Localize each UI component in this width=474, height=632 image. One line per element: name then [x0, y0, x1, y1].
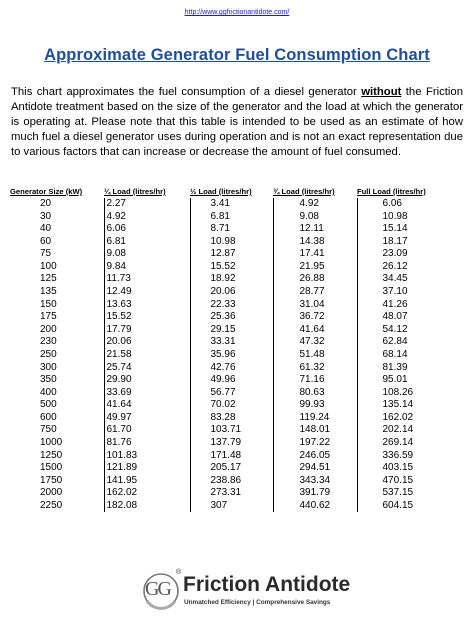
table-row: [10, 236, 447, 249]
cell-generator-size: 135: [40, 286, 57, 298]
cell-half-load: 307: [190, 500, 273, 513]
cell-generator-size: 175: [40, 311, 57, 323]
cell-quarter-load: 141.95: [104, 475, 190, 488]
cell-three-quarter-load: 119.24: [273, 412, 357, 425]
website-link[interactable]: http://www.ggfrictionantidote.com/: [184, 9, 290, 16]
cell-generator-size: 200: [40, 323, 57, 335]
cell-quarter-load: 6.81: [104, 236, 190, 249]
cell-quarter-load: 101.83: [104, 450, 190, 463]
cell-full-load: 269.14: [357, 437, 447, 450]
table-row: [10, 311, 447, 324]
cell-half-load: 18.92: [190, 273, 273, 286]
cell-quarter-load: 13.63: [104, 299, 190, 312]
cell-generator-size: 1750: [40, 474, 63, 486]
cell-full-load: 37.10: [357, 286, 447, 299]
table-row: [10, 387, 447, 400]
table-row: [10, 261, 447, 274]
cell-quarter-load: 2.27: [104, 198, 190, 211]
cell-half-load: 8.71: [190, 223, 273, 236]
cell-quarter-load: 9.08: [104, 248, 190, 261]
cell-generator-size: 400: [40, 386, 57, 398]
table-row: [10, 487, 447, 500]
cell-three-quarter-load: 4.92: [273, 198, 357, 211]
cell-half-load: 56.77: [190, 387, 273, 400]
cell-quarter-load: 20.06: [104, 336, 190, 349]
cell-generator-size: 750: [40, 424, 57, 436]
logo-brand-name: Friction Antidote: [183, 573, 351, 596]
cell-half-load: 49.96: [190, 374, 273, 387]
table-row: [10, 437, 447, 450]
cell-three-quarter-load: 71.16: [273, 374, 357, 387]
intro-emphasis: without: [361, 86, 402, 98]
cell-half-load: 12.87: [190, 248, 273, 261]
table-row: [10, 223, 447, 236]
header-full-load: Full Load (litres/hr): [357, 187, 426, 196]
cell-half-load: 137.79: [190, 437, 273, 450]
cell-quarter-load: 15.52: [104, 311, 190, 324]
cell-half-load: 3.41: [190, 198, 273, 211]
cell-full-load: 48.07: [357, 311, 447, 324]
cell-generator-size: 75: [40, 248, 52, 260]
cell-quarter-load: 81.76: [104, 437, 190, 450]
cell-three-quarter-load: 197.22: [273, 437, 357, 450]
intro-text-end: the Friction Antidote treatment based on the size of the generator and the load at which the generator is operating at. Please note that this table is intended to be used as an estimate of how much fuel a diesel generator uses during operation and is not an exact representation due to various factors that can increase or decrease the amount of fuel consumed.: [11, 86, 463, 158]
cell-full-load: 81.39: [357, 362, 447, 375]
cell-generator-size: 500: [40, 399, 57, 411]
cell-full-load: 18.17: [357, 236, 447, 249]
table-row: [10, 299, 447, 312]
cell-three-quarter-load: 440.62: [273, 500, 357, 513]
cell-full-load: 336.59: [357, 450, 447, 463]
cell-full-load: 41.26: [357, 299, 447, 312]
cell-three-quarter-load: 391.79: [273, 487, 357, 500]
cell-three-quarter-load: 294.51: [273, 462, 357, 475]
cell-three-quarter-load: 61.32: [273, 362, 357, 375]
cell-full-load: 95.01: [357, 374, 447, 387]
table-row: [10, 248, 447, 261]
cell-generator-size: 2250: [40, 499, 63, 511]
cell-three-quarter-load: 21.95: [273, 261, 357, 274]
cell-quarter-load: 61.70: [104, 424, 190, 437]
table-body: [10, 198, 447, 512]
cell-three-quarter-load: 12.11: [273, 223, 357, 236]
table-row: [10, 475, 447, 488]
cell-full-load: 537.15: [357, 487, 447, 500]
cell-quarter-load: 25.74: [104, 362, 190, 375]
cell-half-load: 10.98: [190, 236, 273, 249]
cell-three-quarter-load: 51.48: [273, 349, 357, 362]
intro-text-start: This chart approximates the fuel consumption of a diesel generator: [11, 86, 362, 98]
cell-quarter-load: 41.64: [104, 399, 190, 412]
table-row: [10, 374, 447, 387]
cell-full-load: 26.12: [357, 261, 447, 274]
table-row: [10, 399, 447, 412]
cell-generator-size: 30: [40, 210, 52, 222]
cell-generator-size: 250: [40, 348, 57, 360]
table-row: [10, 362, 447, 375]
cell-three-quarter-load: 26.88: [273, 273, 357, 286]
table-row: [10, 211, 447, 224]
cell-half-load: 70.02: [190, 399, 273, 412]
cell-generator-size: 125: [40, 273, 57, 285]
cell-full-load: 162.02: [357, 412, 447, 425]
table-row: [10, 462, 447, 475]
cell-quarter-load: 21.58: [104, 349, 190, 362]
cell-three-quarter-load: 148.01: [273, 424, 357, 437]
cell-half-load: 273.31: [190, 487, 273, 500]
cell-three-quarter-load: 343.34: [273, 475, 357, 488]
fuel-consumption-table: [10, 185, 447, 512]
friction-antidote-logo: [141, 569, 351, 611]
cell-full-load: 15.14: [357, 223, 447, 236]
cell-generator-size: 1000: [40, 436, 63, 448]
cell-half-load: 205.17: [190, 462, 273, 475]
cell-half-load: 238.86: [190, 475, 273, 488]
cell-full-load: 54.12: [357, 324, 447, 337]
page-title: Approximate Generator Fuel Consumption Chart: [44, 46, 430, 64]
cell-generator-size: 1500: [40, 462, 63, 474]
cell-quarter-load: 9.84: [104, 261, 190, 274]
cell-three-quarter-load: 80.63: [273, 387, 357, 400]
cell-full-load: 202.14: [357, 424, 447, 437]
cell-quarter-load: 33.69: [104, 387, 190, 400]
cell-quarter-load: 121.89: [104, 462, 190, 475]
logo-tagline: Unmatched Efficiency | Comprehensive Savings: [184, 599, 331, 606]
logo-monogram: GG: [145, 578, 170, 600]
cell-half-load: 103.71: [190, 424, 273, 437]
cell-quarter-load: 6.06: [104, 223, 190, 236]
table-header-row: [10, 185, 447, 198]
cell-quarter-load: 49.97: [104, 412, 190, 425]
header-half-load: ½ Load (litres/hr): [190, 187, 252, 196]
table-row: [10, 412, 447, 425]
cell-generator-size: 600: [40, 411, 57, 423]
cell-half-load: 171.48: [190, 450, 273, 463]
header-quarter-load: ¼ Load (litres/hr): [104, 187, 166, 196]
cell-full-load: 62.84: [357, 336, 447, 349]
cell-full-load: 6.06: [357, 198, 447, 211]
cell-generator-size: 300: [40, 361, 57, 373]
cell-generator-size: 40: [40, 223, 52, 235]
table-row: [10, 424, 447, 437]
cell-quarter-load: 4.92: [104, 211, 190, 224]
cell-full-load: 135.14: [357, 399, 447, 412]
cell-full-load: 68.14: [357, 349, 447, 362]
table-row: [10, 324, 447, 337]
table-row: [10, 450, 447, 463]
cell-generator-size: 150: [40, 298, 57, 310]
cell-generator-size: 230: [40, 336, 57, 348]
cell-three-quarter-load: 36.72: [273, 311, 357, 324]
cell-generator-size: 1250: [40, 449, 63, 461]
cell-full-load: 108.26: [357, 387, 447, 400]
cell-quarter-load: 29.90: [104, 374, 190, 387]
cell-three-quarter-load: 246.05: [273, 450, 357, 463]
cell-three-quarter-load: 47.32: [273, 336, 357, 349]
cell-half-load: 83.28: [190, 412, 273, 425]
table-row: [10, 198, 447, 211]
cell-half-load: 33.31: [190, 336, 273, 349]
cell-full-load: 470.15: [357, 475, 447, 488]
cell-half-load: 20.06: [190, 286, 273, 299]
table-row: [10, 349, 447, 362]
cell-three-quarter-load: 41.64: [273, 324, 357, 337]
cell-three-quarter-load: 31.04: [273, 299, 357, 312]
cell-full-load: 604.15: [357, 500, 447, 513]
cell-full-load: 34.45: [357, 273, 447, 286]
header-three-quarter-load: ¾ Load (litres/hr): [273, 187, 335, 196]
cell-quarter-load: 12.49: [104, 286, 190, 299]
cell-half-load: 25.36: [190, 311, 273, 324]
cell-half-load: 35.96: [190, 349, 273, 362]
cell-generator-size: 2000: [40, 487, 63, 499]
cell-three-quarter-load: 17.41: [273, 248, 357, 261]
table-row: [10, 273, 447, 286]
intro-paragraph: [11, 85, 463, 160]
cell-half-load: 22.33: [190, 299, 273, 312]
cell-quarter-load: 17.79: [104, 324, 190, 337]
cell-three-quarter-load: 9.08: [273, 211, 357, 224]
cell-three-quarter-load: 99.93: [273, 399, 357, 412]
cell-half-load: 15.52: [190, 261, 273, 274]
cell-full-load: 10.98: [357, 211, 447, 224]
cell-half-load: 6.81: [190, 211, 273, 224]
cell-generator-size: 100: [40, 260, 57, 272]
cell-full-load: 403.15: [357, 462, 447, 475]
cell-generator-size: 20: [40, 198, 52, 209]
header-generator-size: Generator Size (kW): [10, 187, 83, 196]
cell-full-load: 23.09: [357, 248, 447, 261]
table-row: [10, 286, 447, 299]
cell-half-load: 42.76: [190, 362, 273, 375]
cell-generator-size: 60: [40, 235, 52, 247]
cell-three-quarter-load: 14.38: [273, 236, 357, 249]
table-row: [10, 500, 447, 513]
table-row: [10, 336, 447, 349]
cell-three-quarter-load: 28.77: [273, 286, 357, 299]
cell-quarter-load: 182.08: [104, 500, 190, 513]
cell-quarter-load: 11.73: [104, 273, 190, 286]
cell-generator-size: 350: [40, 374, 57, 386]
cell-half-load: 29.15: [190, 324, 273, 337]
cell-quarter-load: 162.02: [104, 487, 190, 500]
registered-mark: ®: [176, 569, 182, 576]
